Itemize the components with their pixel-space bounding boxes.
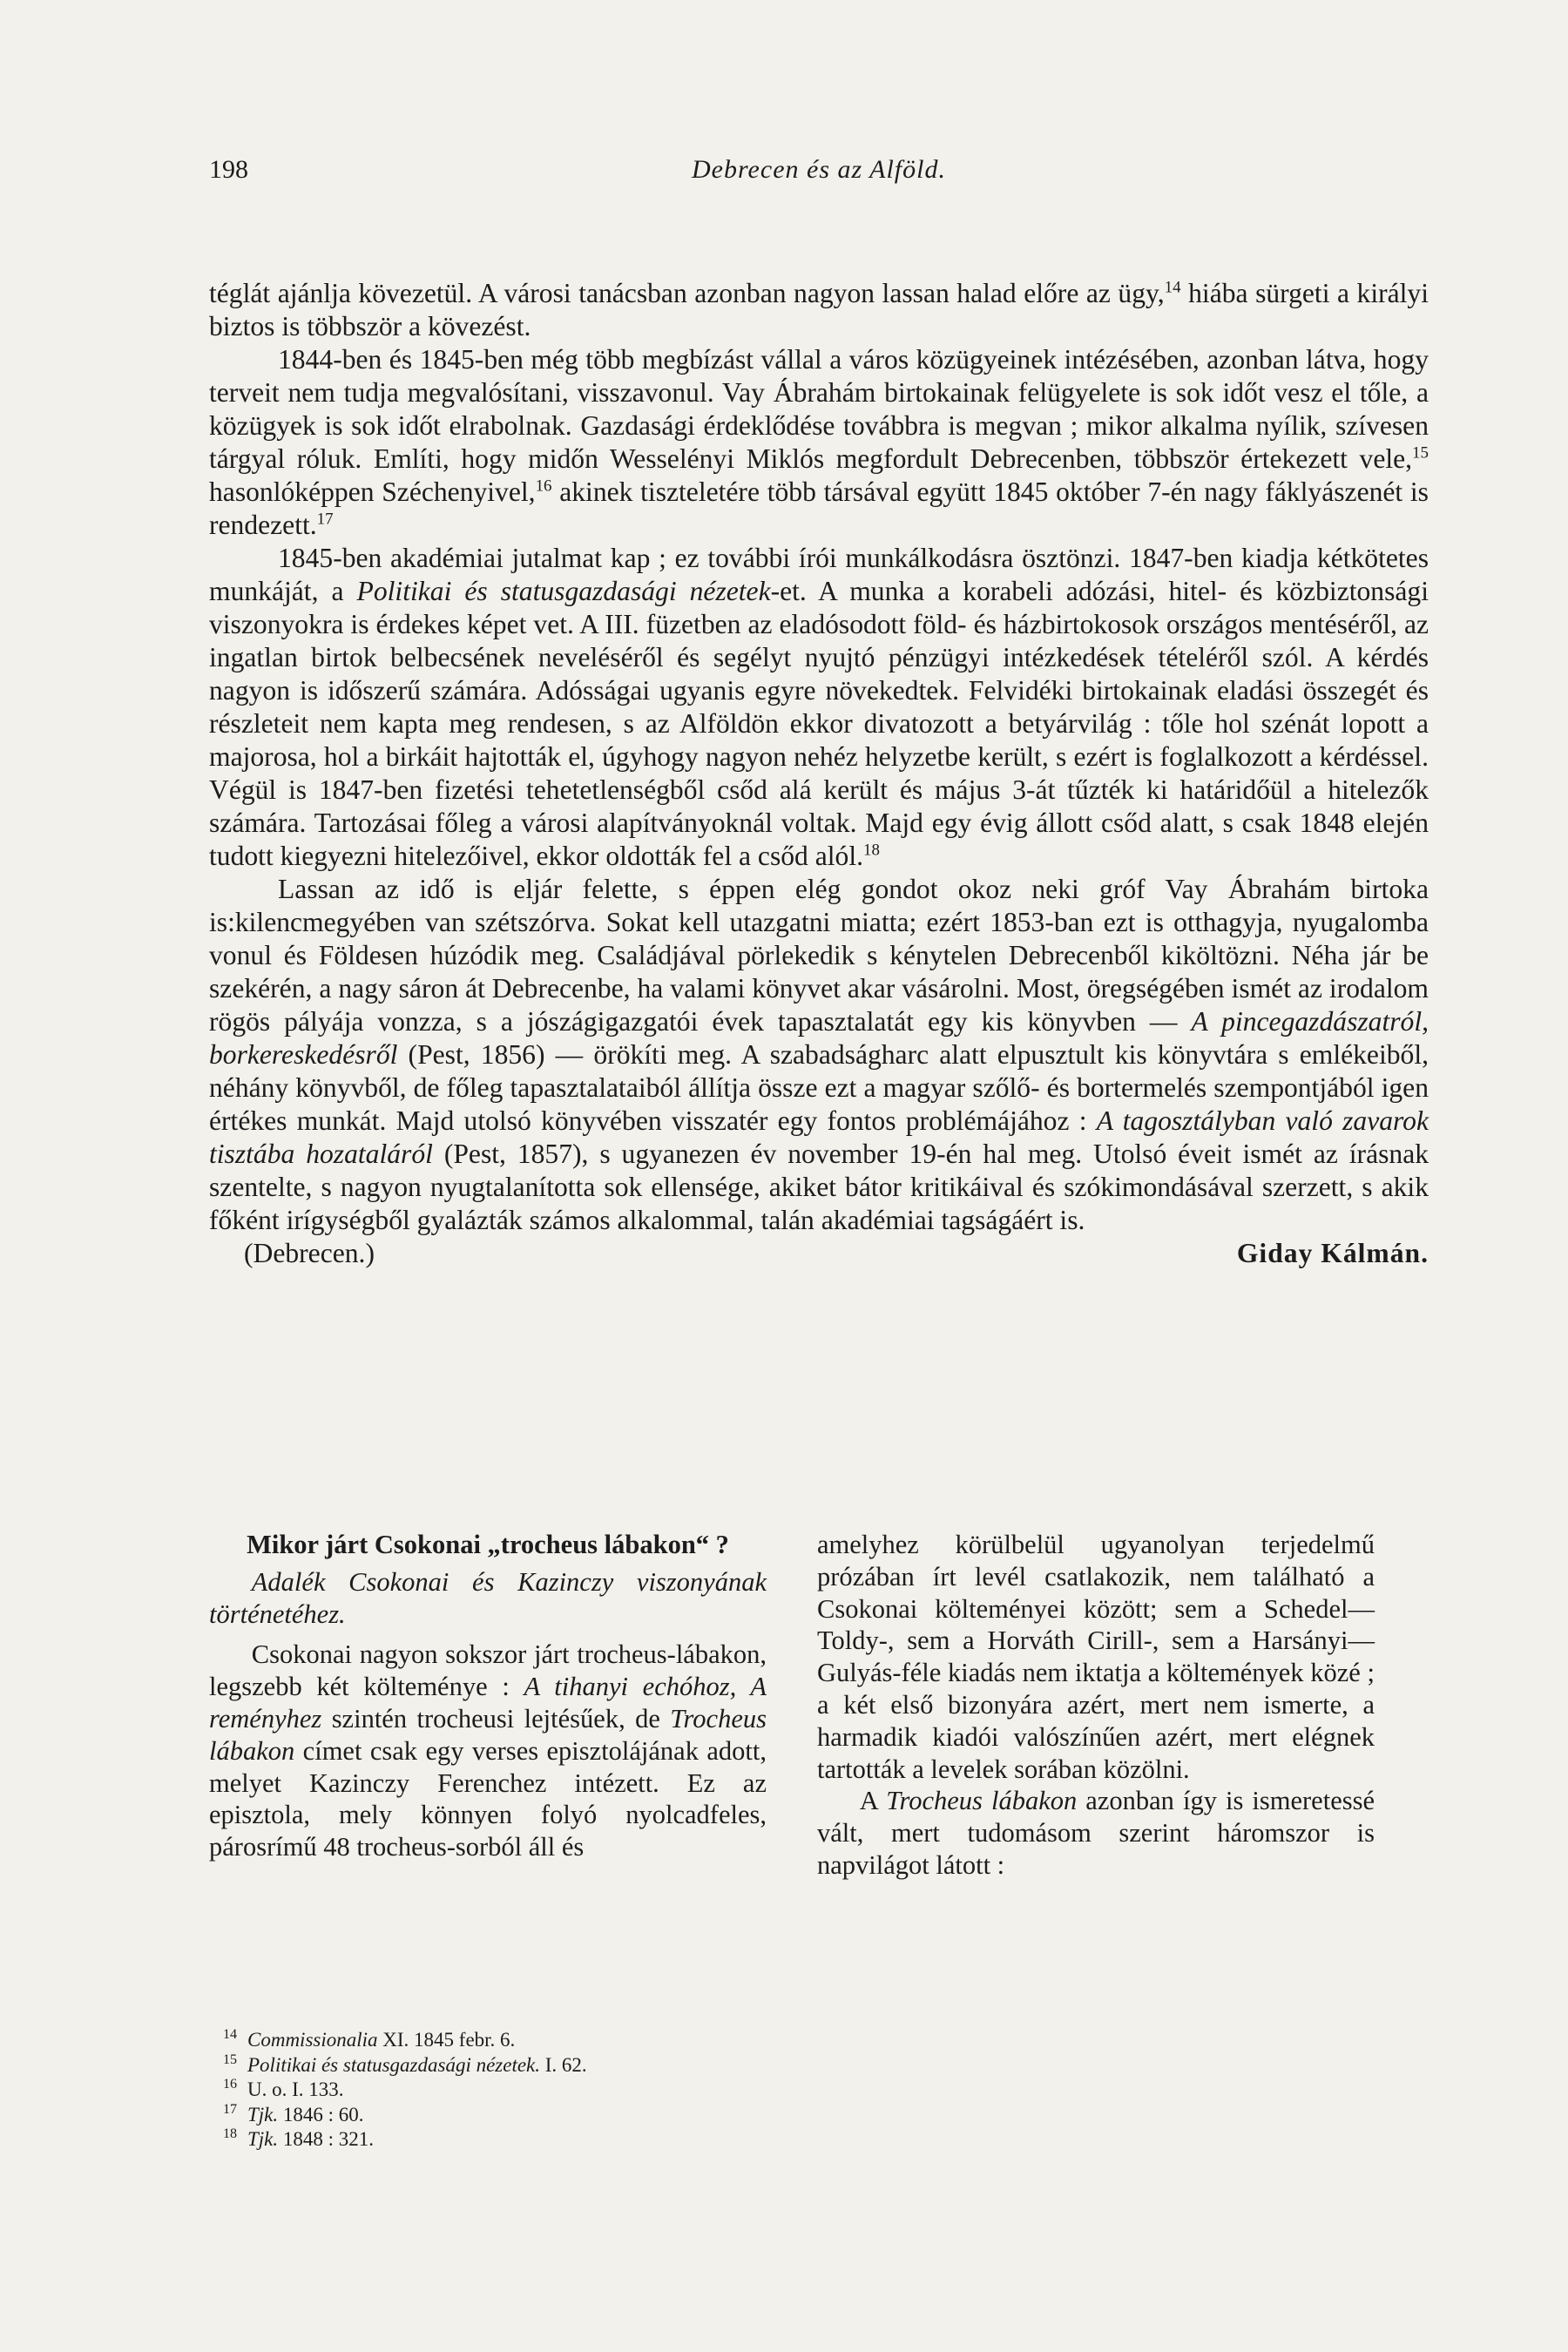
- right-column: [817, 1529, 1375, 1882]
- main-text: [209, 277, 1429, 1270]
- running-head: [209, 155, 1429, 190]
- book-title: Politikai és statusgazdasági nézetek: [356, 576, 771, 606]
- text-run: hasonlóképpen Széchenyivel,: [209, 476, 536, 507]
- text-run: A: [859, 1786, 887, 1816]
- left-column: [209, 1529, 767, 1863]
- text-run: 1845-ben akadémiai jutalmat kap ; ez további írói munkálkodásra ösztönzi. 1847-ben kiadja kétkötetes munkáját, a: [209, 543, 1429, 606]
- footnote-text: 1846 : 60.: [278, 2103, 364, 2126]
- left-column-paragraph: [209, 1639, 767, 1863]
- footnote-title: Politikai és statusgazdasági nézetek.: [247, 2053, 541, 2076]
- footnote-ref: 16: [535, 476, 552, 496]
- text-run: Csokonai nagyon sokszor járt trocheus-lábakon, legszebb két költeménye :: [209, 1639, 767, 1702]
- signature-row: [209, 1237, 1429, 1270]
- right-column-paragraph-2: [817, 1785, 1375, 1881]
- footnote: $^{18}$ Tjk. 1848 : 321.: [223, 2126, 375, 2150]
- right-column-paragraph-1: amelyhez körülbelül ugyanolyan terjedelmű prózában írt levél csatlakozik, nem található a Csokonai költeményei között; sem a Schedel—Toldy-, sem a Horváth Cirill-, sem a Harsányi—Gulyás-féle kiadás nem iktatja a költemények közé ; a két első bizonyára azért, mert nem ismerte, a harmadik kiadói valószínűen azért, mert elégnek tartották a levelek sorában közölni.: [817, 1530, 1375, 1784]
- footnote-ref: 17: [316, 510, 334, 529]
- text-run: azonban így is ismeretessé vált, mert tudomásom szerint háromszor is napvilágot látott :: [817, 1786, 1375, 1880]
- text-run: hiába sürgeti a királyi biztos is többször a kövezést.: [209, 278, 1429, 341]
- text-run: címet csak egy verses episztolájának adott, melyet Kazinczy Ferenchez intézett. Ez az episztola, mely könnyen folyó nyolcadfeles, párosrímű 48 trocheus-sorból áll és: [209, 1735, 767, 1862]
- page-number: 198: [209, 155, 248, 184]
- text-run: téglát ajánlja kövezetül. A városi tanácsban azonban nagyon lassan halad előre az ügy,: [209, 278, 1165, 308]
- footnote-text: I. 62.: [540, 2053, 587, 2076]
- text-run: szintén trocheusi lejtésűek, de: [321, 1703, 671, 1734]
- footnote-title: Tjk.: [247, 2128, 279, 2150]
- footnote: $^{14}$ Commissionalia XI. 1845 febr. 6.: [223, 2027, 516, 2051]
- article-heading: Mikor járt Csokonai „trocheus lábakon“ ?: [247, 1530, 729, 1559]
- footnote-text: 1848 : 321.: [278, 2128, 375, 2150]
- article-subtitle: Adalék Csokonai és Kazinczy viszonyának történetéhez.: [209, 1566, 767, 1629]
- paragraph-2: [209, 343, 1429, 542]
- text-run: Lassan az idő is eljár felette, s éppen elég gondot okoz neki gróf Vay Ábrahám birtoka is:kilencmegyében van szétszórva. Sokat kell utazgatni miatta; ezért 1853-ban ezt is otthagyja, nyugalomba vonul és Földesen húzódik meg. Családjával pörlekedik s kénytelen Debrecenből kiköltözni. Néha jár be szekérén, a nagy sáron át Debrecenbe, ha valami könyvet akar vásárolni. Most, öregségében ismét az irodalom rögös pályája vonzza, s a jószágigazgatói évek tapasztalatát egy kis könyvben —: [209, 874, 1429, 1037]
- footnote-ref: 14: [1164, 278, 1181, 297]
- footnote-text: XI. 1845 febr. 6.: [377, 2029, 516, 2051]
- footnote: $^{15}$ Politikai és statusgazdasági nézetek. I. 62.: [223, 2051, 587, 2076]
- paragraph-3: [209, 542, 1429, 873]
- footnote: $^{17}$ Tjk. 1846 : 60.: [223, 2101, 364, 2126]
- poem-title: Trocheus lábakon: [886, 1786, 1078, 1816]
- footnotes: [223, 2028, 833, 2153]
- text-run: akinek tiszteletére több társával együtt 1845 október 7-én nagy fáklyászenét is rendezett.: [209, 476, 1429, 540]
- footnote-ref: 18: [863, 841, 880, 860]
- footnote-ref: 15: [1412, 443, 1429, 463]
- paragraph-4: [209, 873, 1429, 1237]
- book-title: A tagosztályban való zavarok tisztába hozataláról: [209, 1105, 1429, 1169]
- text-run: -et. A munka a korabeli adózási, hitel- és közbiztonsági viszonyokra is érdekes képet vet. A III. füzetben az eladósodott föld- és házbirtokosok országos mentéséről, az ingatlan birtok belbecsének neveléséről és segélyt nyujtó pénzügyi intézkedések tételéről szól. A kérdés nagyon is időszerű számára. Adósságai ugyanis egyre növekedtek. Felvidéki birtokainak eladási összegét és részleteit nem kapta meg rendesen, s az Alföldön ekkor divatozott a betyárvilág : tőle hol szénát lopott a majorosa, hol a birkáit hajtották el, úgyhogy nagyon nehéz helyzetbe került, s ezért is foglalkozott a kérdéssel. Végül is 1847-ben fizetési tehetetlenségből csőd alá került és május 3-át tűzték ki határidőül a hitelezők számára. Tartozásai főleg a városi alapítványoknál voltak. Majd egy évig állott csőd alatt, s csak 1848 elején tudott kiegyezni hitelezőivel, ekkor oldották fel a csőd alól.: [209, 576, 1429, 871]
- poem-title: Trocheus lábakon: [209, 1703, 767, 1766]
- running-title: Debrecen és az Alföld.: [692, 155, 946, 184]
- paragraph-1: [209, 277, 1429, 343]
- footnote: $^{16}$ U. o. I. 133.: [223, 2077, 344, 2100]
- book-title: A pincegazdászatról, borkereskedésről: [209, 1006, 1429, 1070]
- footnote-title: Commissionalia: [247, 2029, 378, 2051]
- poem-title: A tihanyi echóhoz, A reményhez: [209, 1672, 767, 1734]
- text-run: (Pest, 1857), s ugyanezen év november 19-én hal meg. Utolsó éveit ismét az írásnak szentelte, s nagyon nyugtalanította sok ellensége, akiket bátor kritikáival és szókimondásával szerzett, s akik főként irígységből gyalázták számos alkalommal, talán akadémiai tagságáért is.: [209, 1139, 1429, 1235]
- text-run: (Pest, 1856) — örökíti meg. A szabadságharc alatt elpusztult kis könyvtára s emlékeiből, néhány könyvből, de főleg tapasztalataiból állítja össze ezt a magyar szőlő- és bortermelés szempontjából igen értékes munkát. Majd utolsó könyvében visszatér egy fontos problémájához :: [209, 1039, 1429, 1136]
- footnote-title: Tjk.: [247, 2103, 279, 2126]
- text-run: 1844-ben és 1845-ben még több megbízást vállal a város közügyeinek intézésében, azonban látva, hogy terveit nem tudja megvalósítani, visszavonul. Vay Ábrahám birtokainak felügyelete is sok időt vesz el tőle, a közügyek is sok időt elrabolnak. Gazdasági érdeklődése továbbra is megvan ; mikor alkalma nyílik, szívesen tárgyal róluk. Említi, hogy midőn Wesselényi Miklós megfordult Debrecenben, többször értekezett vele,: [209, 344, 1429, 474]
- author-signature: Giday Kálmán.: [1236, 1238, 1429, 1268]
- footnote-text: U. o. I. 133.: [247, 2078, 344, 2100]
- place-line: (Debrecen.): [244, 1238, 375, 1268]
